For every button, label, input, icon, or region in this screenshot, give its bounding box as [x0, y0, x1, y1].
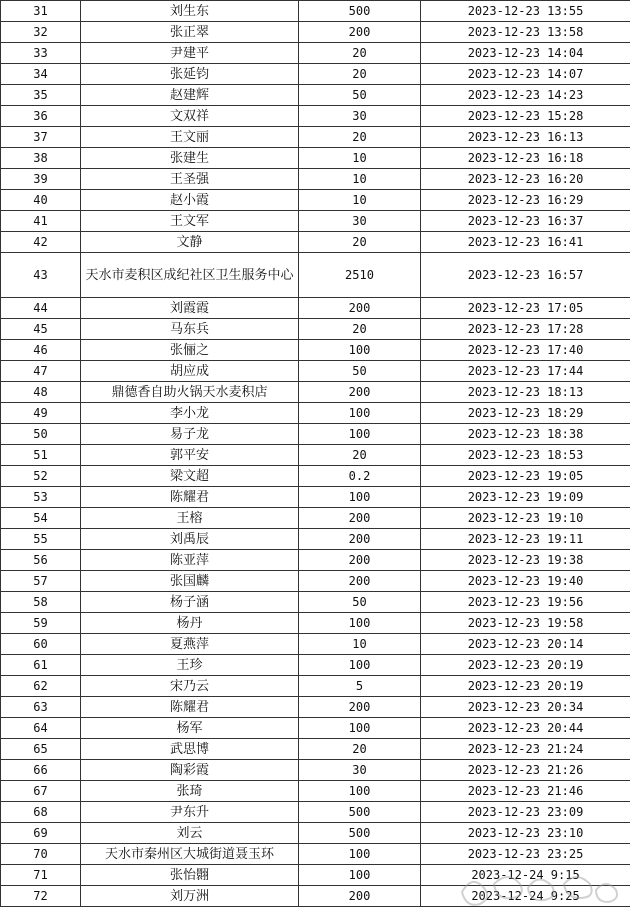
row-number-cell: 45 [1, 319, 81, 340]
donor-name-cell: 尹东升 [81, 802, 299, 823]
table-row [1, 169, 630, 190]
time-cell: 2023-12-23 21:24 [421, 739, 630, 760]
donor-name-cell: 王圣强 [81, 169, 299, 190]
amount-cell: 10 [299, 190, 421, 211]
donor-name-cell: 武思博 [81, 739, 299, 760]
donor-name-cell: 张俪之 [81, 340, 299, 361]
donor-name-cell: 赵建辉 [81, 85, 299, 106]
donor-name-cell: 文双祥 [81, 106, 299, 127]
time-cell: 2023-12-23 23:10 [421, 823, 630, 844]
table-row [1, 886, 630, 907]
table-row [1, 253, 630, 298]
row-number-cell: 48 [1, 382, 81, 403]
donor-name-cell: 张建生 [81, 148, 299, 169]
row-number-cell: 47 [1, 361, 81, 382]
row-number-cell: 41 [1, 211, 81, 232]
time-cell: 2023-12-23 19:10 [421, 508, 630, 529]
table-row [1, 508, 630, 529]
row-number-cell: 34 [1, 64, 81, 85]
table-row [1, 22, 630, 43]
table-row [1, 85, 630, 106]
time-cell: 2023-12-23 17:05 [421, 298, 630, 319]
amount-cell: 500 [299, 823, 421, 844]
time-cell: 2023-12-23 16:57 [421, 253, 630, 298]
donor-name-cell: 王榕 [81, 508, 299, 529]
row-number-cell: 33 [1, 43, 81, 64]
time-cell: 2023-12-23 18:38 [421, 424, 630, 445]
donor-name-cell: 刘霞霞 [81, 298, 299, 319]
amount-cell: 500 [299, 1, 421, 22]
amount-cell: 10 [299, 169, 421, 190]
time-cell: 2023-12-24 9:15 [421, 865, 630, 886]
table-row [1, 487, 630, 508]
table-row [1, 361, 630, 382]
donor-name-cell: 易子龙 [81, 424, 299, 445]
donor-name-cell: 马东兵 [81, 319, 299, 340]
amount-cell: 100 [299, 865, 421, 886]
row-number-cell: 50 [1, 424, 81, 445]
row-number-cell: 51 [1, 445, 81, 466]
amount-cell: 20 [299, 232, 421, 253]
time-cell: 2023-12-23 20:19 [421, 676, 630, 697]
donor-name-cell: 刘生东 [81, 1, 299, 22]
donor-name-cell: 陈耀君 [81, 487, 299, 508]
amount-cell: 30 [299, 760, 421, 781]
table-row [1, 802, 630, 823]
table-row [1, 844, 630, 865]
amount-cell: 5 [299, 676, 421, 697]
table-row [1, 382, 630, 403]
table-row [1, 718, 630, 739]
time-cell: 2023-12-23 23:09 [421, 802, 630, 823]
time-cell: 2023-12-23 18:13 [421, 382, 630, 403]
row-number-cell: 56 [1, 550, 81, 571]
amount-cell: 20 [299, 319, 421, 340]
row-number-cell: 46 [1, 340, 81, 361]
time-cell: 2023-12-23 20:44 [421, 718, 630, 739]
time-cell: 2023-12-23 21:46 [421, 781, 630, 802]
time-cell: 2023-12-23 20:14 [421, 634, 630, 655]
row-number-cell: 37 [1, 127, 81, 148]
time-cell: 2023-12-23 13:58 [421, 22, 630, 43]
table-row [1, 466, 630, 487]
table-row [1, 127, 630, 148]
row-number-cell: 66 [1, 760, 81, 781]
time-cell: 2023-12-23 19:09 [421, 487, 630, 508]
table-row [1, 64, 630, 85]
amount-cell: 200 [299, 508, 421, 529]
row-number-cell: 71 [1, 865, 81, 886]
row-number-cell: 35 [1, 85, 81, 106]
amount-cell: 50 [299, 85, 421, 106]
donor-name-cell: 胡应成 [81, 361, 299, 382]
time-cell: 2023-12-24 9:25 [421, 886, 630, 907]
amount-cell: 100 [299, 718, 421, 739]
table-row [1, 655, 630, 676]
time-cell: 2023-12-23 20:19 [421, 655, 630, 676]
row-number-cell: 54 [1, 508, 81, 529]
amount-cell: 0.2 [299, 466, 421, 487]
amount-cell: 100 [299, 655, 421, 676]
row-number-cell: 57 [1, 571, 81, 592]
table-row [1, 1, 630, 22]
donor-name-cell: 鼎德香自助火锅天水麦积店 [81, 382, 299, 403]
amount-cell: 200 [299, 22, 421, 43]
time-cell: 2023-12-23 14:07 [421, 64, 630, 85]
table-row [1, 865, 630, 886]
donor-name-cell: 刘万洲 [81, 886, 299, 907]
time-cell: 2023-12-23 16:13 [421, 127, 630, 148]
time-cell: 2023-12-23 19:38 [421, 550, 630, 571]
donor-name-cell: 杨军 [81, 718, 299, 739]
row-number-cell: 38 [1, 148, 81, 169]
row-number-cell: 58 [1, 592, 81, 613]
amount-cell: 100 [299, 424, 421, 445]
donor-name-cell: 宋乃云 [81, 676, 299, 697]
amount-cell: 200 [299, 529, 421, 550]
table-row [1, 148, 630, 169]
table-row [1, 781, 630, 802]
row-number-cell: 61 [1, 655, 81, 676]
amount-cell: 100 [299, 487, 421, 508]
table-row [1, 190, 630, 211]
time-cell: 2023-12-23 15:28 [421, 106, 630, 127]
amount-cell: 200 [299, 550, 421, 571]
table-row [1, 823, 630, 844]
table-row [1, 697, 630, 718]
donor-name-cell: 天水市麦积区成纪社区卫生服务中心 [81, 253, 299, 298]
amount-cell: 30 [299, 211, 421, 232]
time-cell: 2023-12-23 14:04 [421, 43, 630, 64]
time-cell: 2023-12-23 19:11 [421, 529, 630, 550]
row-number-cell: 32 [1, 22, 81, 43]
table-row [1, 298, 630, 319]
donor-name-cell: 赵小霞 [81, 190, 299, 211]
time-cell: 2023-12-23 19:58 [421, 613, 630, 634]
row-number-cell: 55 [1, 529, 81, 550]
donor-name-cell: 王文丽 [81, 127, 299, 148]
time-cell: 2023-12-23 16:20 [421, 169, 630, 190]
row-number-cell: 36 [1, 106, 81, 127]
time-cell: 2023-12-23 13:55 [421, 1, 630, 22]
row-number-cell: 59 [1, 613, 81, 634]
donor-name-cell: 夏燕萍 [81, 634, 299, 655]
donor-name-cell: 刘云 [81, 823, 299, 844]
row-number-cell: 44 [1, 298, 81, 319]
donor-name-cell: 王珍 [81, 655, 299, 676]
time-cell: 2023-12-23 17:44 [421, 361, 630, 382]
time-cell: 2023-12-23 20:34 [421, 697, 630, 718]
row-number-cell: 60 [1, 634, 81, 655]
table-row [1, 319, 630, 340]
donor-name-cell: 尹建平 [81, 43, 299, 64]
amount-cell: 500 [299, 802, 421, 823]
donor-name-cell: 陈耀君 [81, 697, 299, 718]
table-row [1, 424, 630, 445]
row-number-cell: 43 [1, 253, 81, 298]
amount-cell: 200 [299, 886, 421, 907]
donor-name-cell: 文静 [81, 232, 299, 253]
row-number-cell: 68 [1, 802, 81, 823]
donor-name-cell: 张琦 [81, 781, 299, 802]
time-cell: 2023-12-23 19:56 [421, 592, 630, 613]
row-number-cell: 63 [1, 697, 81, 718]
table-row [1, 340, 630, 361]
amount-cell: 20 [299, 43, 421, 64]
time-cell: 2023-12-23 16:41 [421, 232, 630, 253]
row-number-cell: 53 [1, 487, 81, 508]
time-cell: 2023-12-23 16:29 [421, 190, 630, 211]
amount-cell: 10 [299, 634, 421, 655]
amount-cell: 200 [299, 697, 421, 718]
row-number-cell: 31 [1, 1, 81, 22]
donor-name-cell: 张正翠 [81, 22, 299, 43]
amount-cell: 200 [299, 298, 421, 319]
amount-cell: 20 [299, 127, 421, 148]
table-row [1, 760, 630, 781]
donor-name-cell: 张怡翾 [81, 865, 299, 886]
time-cell: 2023-12-23 17:28 [421, 319, 630, 340]
donor-name-cell: 陈亚萍 [81, 550, 299, 571]
table-row [1, 106, 630, 127]
row-number-cell: 72 [1, 886, 81, 907]
donor-name-cell: 梁文超 [81, 466, 299, 487]
amount-cell: 200 [299, 571, 421, 592]
amount-cell: 30 [299, 106, 421, 127]
amount-cell: 10 [299, 148, 421, 169]
time-cell: 2023-12-23 16:37 [421, 211, 630, 232]
table-row [1, 211, 630, 232]
donor-name-cell: 杨子涵 [81, 592, 299, 613]
time-cell: 2023-12-23 19:05 [421, 466, 630, 487]
row-number-cell: 64 [1, 718, 81, 739]
donation-table-body [1, 1, 630, 907]
table-row [1, 739, 630, 760]
amount-cell: 100 [299, 844, 421, 865]
donor-name-cell: 李小龙 [81, 403, 299, 424]
row-number-cell: 52 [1, 466, 81, 487]
amount-cell: 200 [299, 382, 421, 403]
time-cell: 2023-12-23 18:53 [421, 445, 630, 466]
row-number-cell: 42 [1, 232, 81, 253]
amount-cell: 20 [299, 64, 421, 85]
time-cell: 2023-12-23 18:29 [421, 403, 630, 424]
table-row [1, 634, 630, 655]
table-row [1, 592, 630, 613]
donor-name-cell: 天水市秦州区大城街道聂玉环 [81, 844, 299, 865]
time-cell: 2023-12-23 17:40 [421, 340, 630, 361]
row-number-cell: 69 [1, 823, 81, 844]
row-number-cell: 70 [1, 844, 81, 865]
time-cell: 2023-12-23 21:26 [421, 760, 630, 781]
table-row [1, 403, 630, 424]
row-number-cell: 40 [1, 190, 81, 211]
amount-cell: 100 [299, 403, 421, 424]
row-number-cell: 62 [1, 676, 81, 697]
row-number-cell: 65 [1, 739, 81, 760]
time-cell: 2023-12-23 19:40 [421, 571, 630, 592]
table-row [1, 529, 630, 550]
time-cell: 2023-12-23 16:18 [421, 148, 630, 169]
amount-cell: 20 [299, 739, 421, 760]
row-number-cell: 39 [1, 169, 81, 190]
amount-cell: 2510 [299, 253, 421, 298]
table-row [1, 571, 630, 592]
table-row [1, 43, 630, 64]
amount-cell: 20 [299, 445, 421, 466]
donor-name-cell: 杨丹 [81, 613, 299, 634]
row-number-cell: 67 [1, 781, 81, 802]
amount-cell: 100 [299, 340, 421, 361]
donor-name-cell: 刘禹辰 [81, 529, 299, 550]
amount-cell: 50 [299, 361, 421, 382]
amount-cell: 100 [299, 781, 421, 802]
donor-name-cell: 张国麟 [81, 571, 299, 592]
donor-name-cell: 张延钧 [81, 64, 299, 85]
table-row [1, 550, 630, 571]
amount-cell: 50 [299, 592, 421, 613]
table-row [1, 613, 630, 634]
amount-cell: 100 [299, 613, 421, 634]
table-row [1, 232, 630, 253]
table-row [1, 445, 630, 466]
donor-name-cell: 王文军 [81, 211, 299, 232]
time-cell: 2023-12-23 14:23 [421, 85, 630, 106]
donor-name-cell: 陶彩霞 [81, 760, 299, 781]
table-row [1, 676, 630, 697]
row-number-cell: 49 [1, 403, 81, 424]
time-cell: 2023-12-23 23:25 [421, 844, 630, 865]
donor-name-cell: 郭平安 [81, 445, 299, 466]
